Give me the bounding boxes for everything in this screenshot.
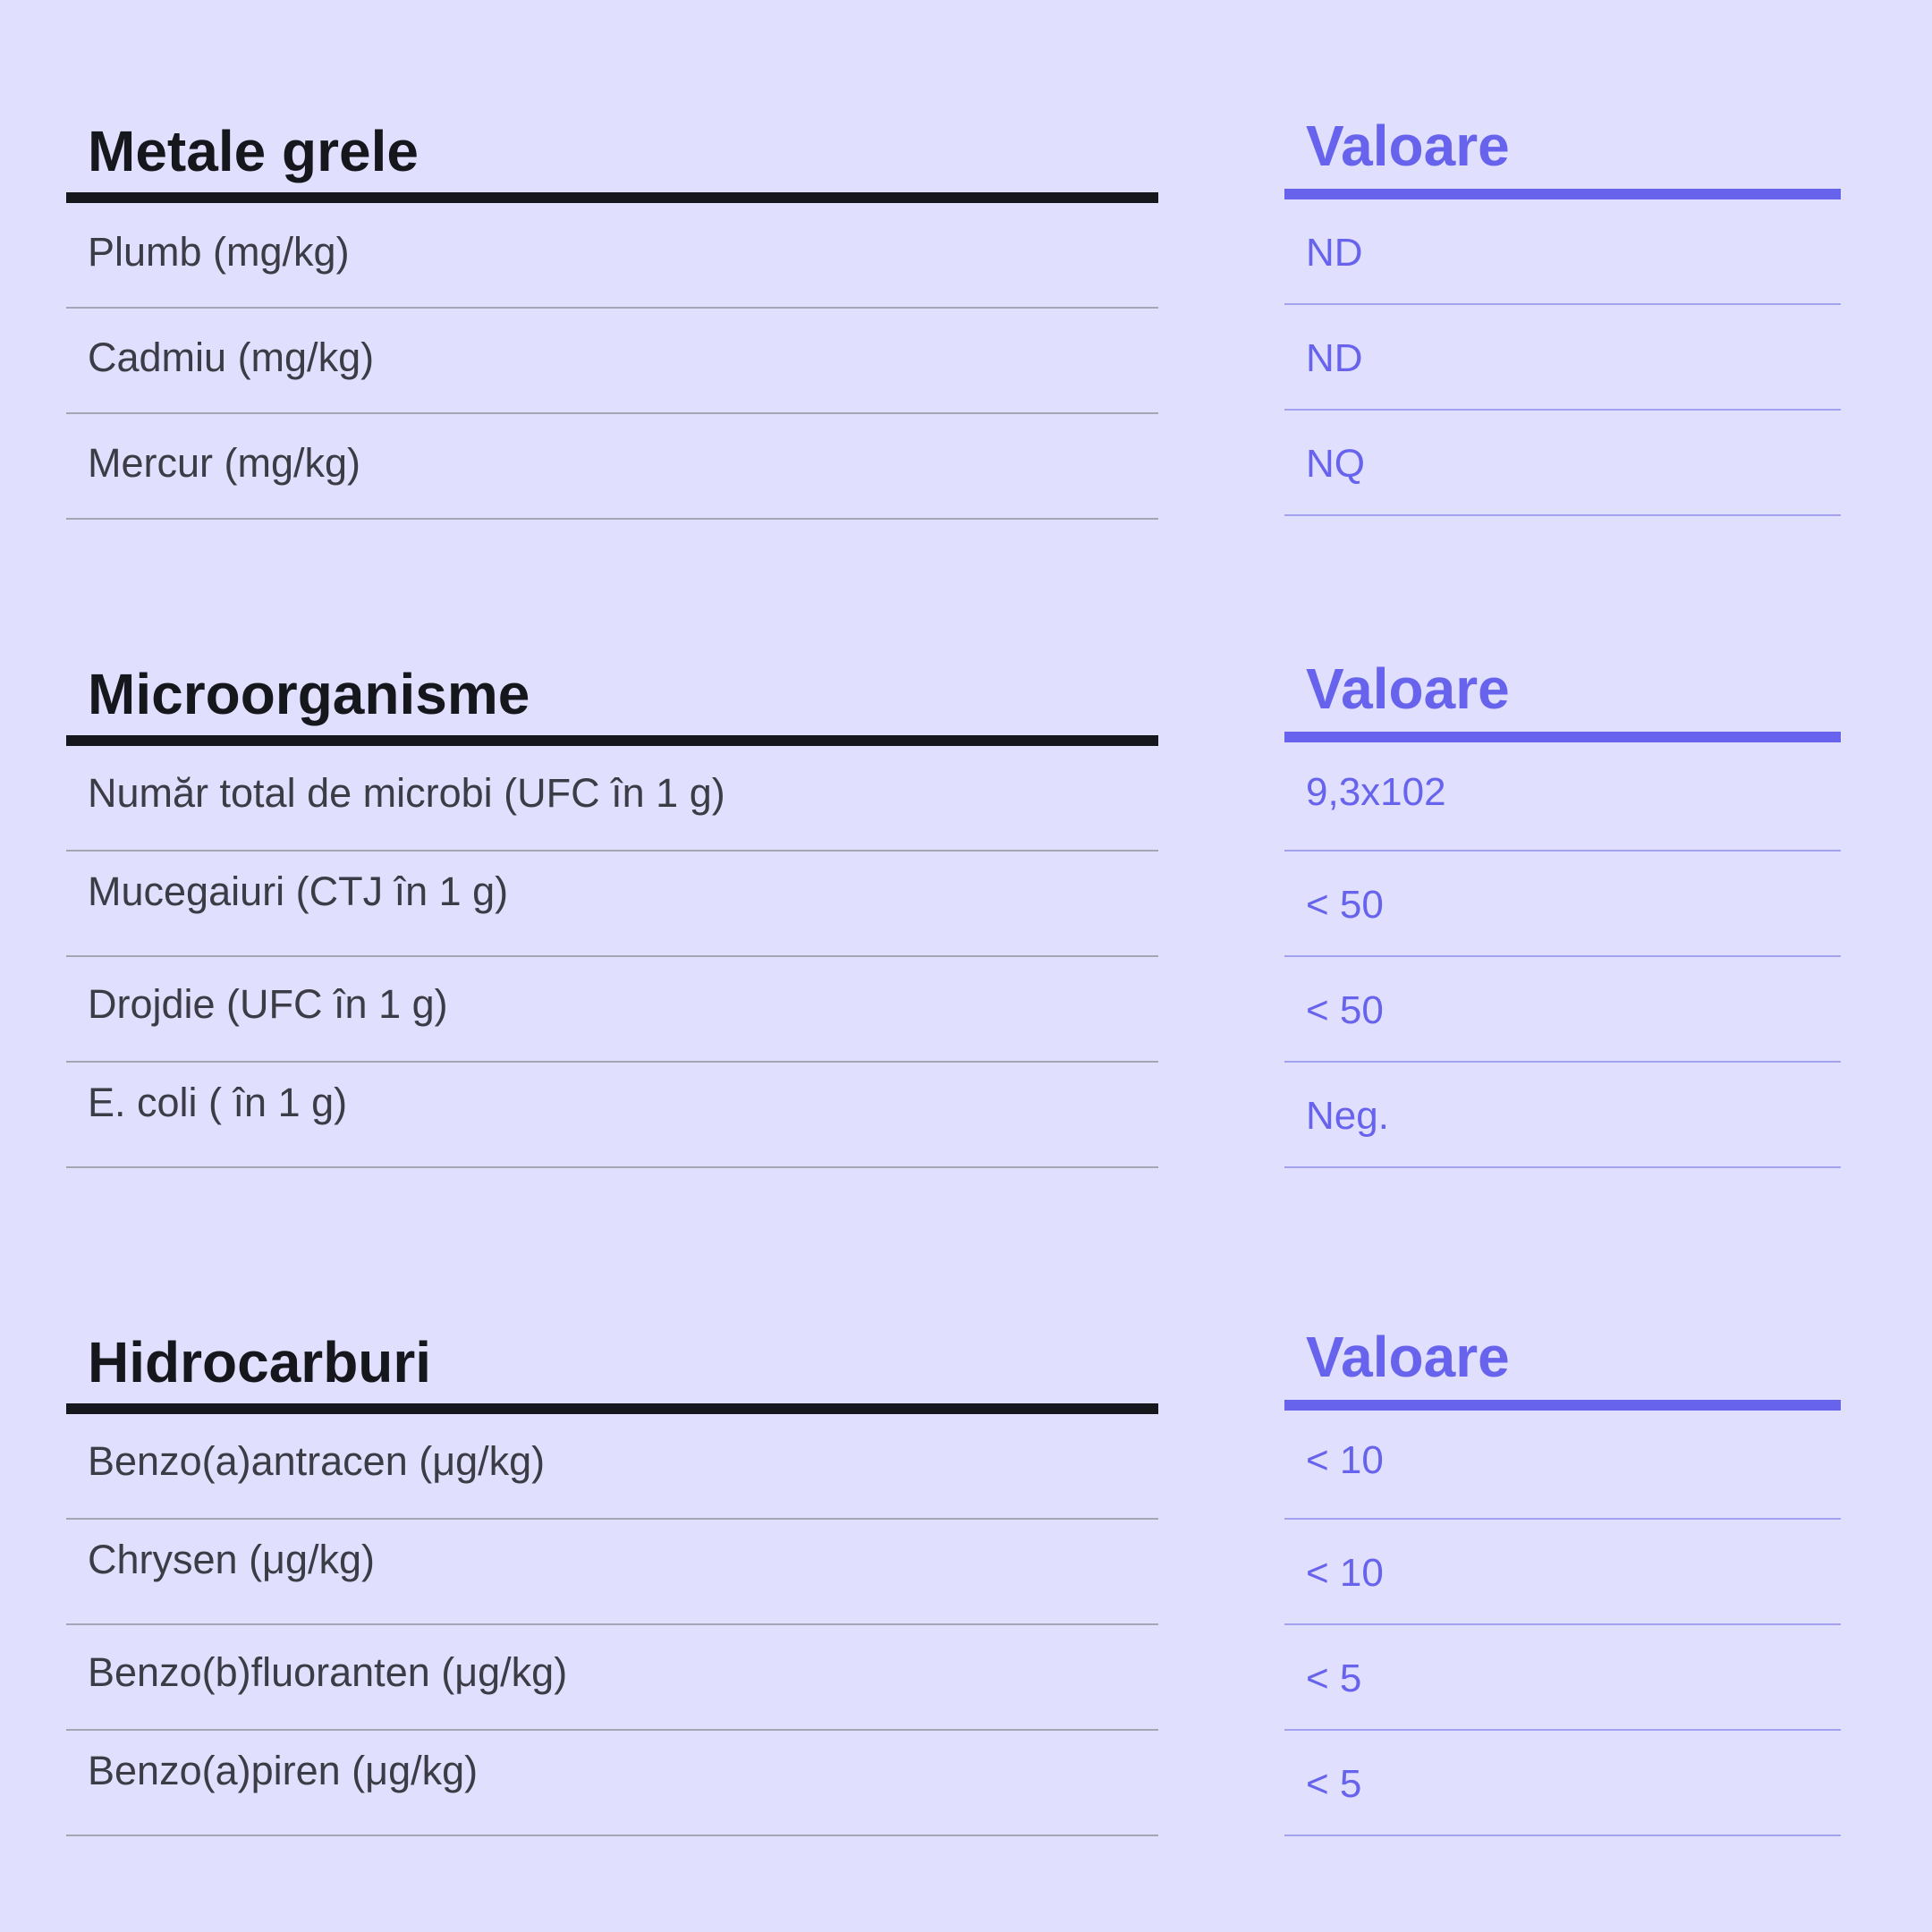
section-value-column: [1284, 69, 1841, 525]
value-cell: [1284, 1625, 1841, 1731]
section-title: Metale grele: [88, 119, 419, 183]
row-label: Număr total de microbi (UFC în 1 g): [88, 770, 725, 816]
section-value-column: [1284, 612, 1841, 1171]
row-value: NQ: [1306, 442, 1365, 486]
row-value: Neg.: [1306, 1094, 1389, 1138]
section-header: [66, 69, 1158, 203]
value-cell: [1284, 852, 1841, 957]
row-label: Plumb (mg/kg): [88, 229, 350, 275]
value-cell: [1284, 1520, 1841, 1625]
row-label: Benzo(b)fluoranten (μg/kg): [88, 1649, 568, 1695]
row-label: Benzo(a)piren (μg/kg): [88, 1748, 479, 1793]
row-value: 9,3x102: [1306, 770, 1446, 814]
row-value: < 10: [1306, 1551, 1384, 1595]
section-hidrocarburi: [0, 1280, 1932, 1839]
value-header-rule: [1284, 1400, 1841, 1411]
row-value: ND: [1306, 231, 1363, 275]
table-row: [66, 1414, 1158, 1520]
row-label: Mercur (mg/kg): [88, 440, 361, 486]
row-value: < 10: [1306, 1438, 1384, 1482]
table-row: [66, 309, 1158, 414]
row-value: < 50: [1306, 988, 1384, 1032]
value-cell: [1284, 411, 1841, 516]
value-header-label: Valoare: [1306, 114, 1510, 178]
section-title: Microorganisme: [88, 662, 530, 726]
value-header: [1284, 1280, 1841, 1411]
row-label: E. coli ( în 1 g): [88, 1080, 348, 1125]
row-value: < 50: [1306, 883, 1384, 927]
section-microorganisme: [0, 612, 1932, 1171]
value-cell: [1284, 1063, 1841, 1168]
row-label: Drojdie (UFC în 1 g): [88, 981, 448, 1027]
section-title: Hidrocarburi: [88, 1330, 432, 1394]
table-row: [66, 1625, 1158, 1731]
row-value: < 5: [1306, 1762, 1362, 1806]
table-row: [66, 957, 1158, 1063]
value-header: [1284, 612, 1841, 742]
section-header: [66, 612, 1158, 746]
table-row: [66, 1063, 1158, 1168]
section-label-column: [66, 69, 1158, 525]
header-rule: [66, 735, 1158, 746]
row-label: Mucegaiuri (CTJ în 1 g): [88, 869, 509, 914]
value-cell: [1284, 742, 1841, 852]
table-row: [66, 1520, 1158, 1625]
row-value: < 5: [1306, 1657, 1362, 1700]
value-cell: [1284, 199, 1841, 305]
section-value-column: [1284, 1280, 1841, 1839]
value-header-label: Valoare: [1306, 1325, 1510, 1389]
value-cell: [1284, 1411, 1841, 1520]
value-cell: [1284, 957, 1841, 1063]
row-value: ND: [1306, 336, 1363, 380]
header-rule: [66, 1403, 1158, 1414]
table-row: [66, 852, 1158, 957]
table-row: [66, 1731, 1158, 1836]
value-header-rule: [1284, 189, 1841, 199]
section-header: [66, 1280, 1158, 1414]
table-row: [66, 203, 1158, 309]
value-cell: [1284, 305, 1841, 411]
row-label: Cadmiu (mg/kg): [88, 335, 375, 380]
section-label-column: [66, 1280, 1158, 1839]
header-rule: [66, 192, 1158, 203]
value-header: [1284, 69, 1841, 199]
row-label: Chrysen (μg/kg): [88, 1537, 376, 1582]
section-label-column: [66, 612, 1158, 1171]
table-row: [66, 414, 1158, 520]
value-header-rule: [1284, 732, 1841, 742]
row-label: Benzo(a)antracen (μg/kg): [88, 1438, 546, 1484]
value-cell: [1284, 1731, 1841, 1836]
section-metale-grele: [0, 69, 1932, 525]
table-row: [66, 746, 1158, 852]
value-header-label: Valoare: [1306, 657, 1510, 721]
